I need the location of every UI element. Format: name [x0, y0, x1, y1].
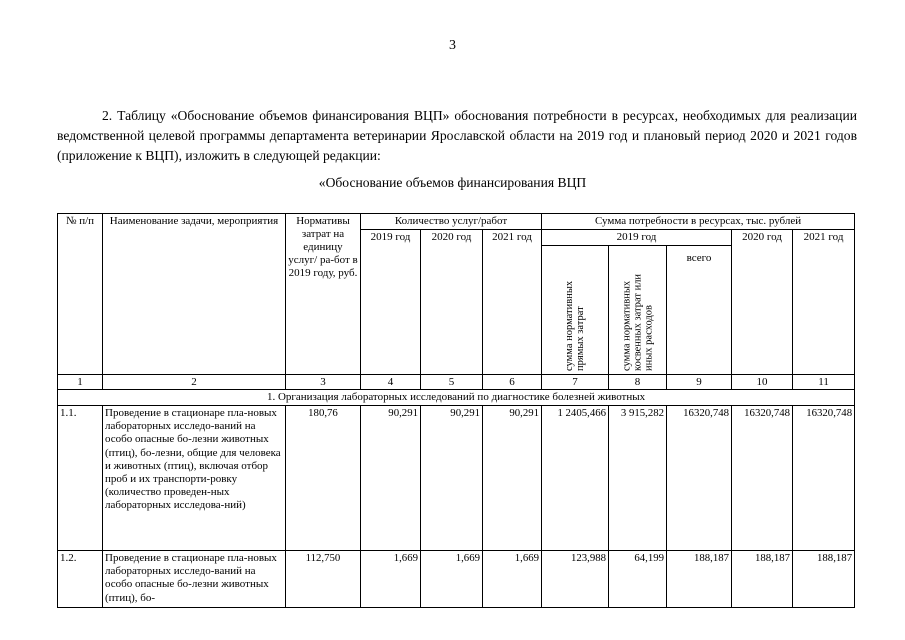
row-sum-2020: 16320,748: [732, 406, 793, 551]
section-row: [58, 390, 855, 406]
row-indirect: 3 915,282: [609, 406, 667, 551]
column-number: 3: [286, 375, 361, 390]
row-sum-2021: 188,187: [793, 551, 855, 608]
header-sum-direct: сумма нормативных прямых затрат: [564, 280, 587, 371]
header-qty-2019: 2019 год: [361, 230, 421, 375]
header-sum-2020: 2020 год: [732, 230, 793, 375]
intro-paragraph: 2. Таблицу «Обоснование объемов финансирования ВЦП» обоснования потребности в ресурсах, необходимых для реализации ведомственной целевой программы департамента ветеринарии Ярославской области на 2019 год и плановый период 2020 и 2021 годов (приложение к ВЦП), изложить в следующей редакции:: [57, 108, 857, 163]
financing-table: [57, 213, 855, 608]
column-number: 9: [667, 375, 732, 390]
header-sum-indirect: сумма нормативных косвенных затрат или иных расходов: [621, 273, 655, 371]
header-sum-indirect-cell: [609, 246, 667, 375]
row-qty-2020: 1,669: [421, 551, 483, 608]
column-number: 11: [793, 375, 855, 390]
header-norm: Нормативы затрат на единицу услуг/ ра-бот в 2019 году, руб.: [286, 214, 361, 375]
header-qty-2020: 2020 год: [421, 230, 483, 375]
header-qty-2021: 2021 год: [483, 230, 542, 375]
column-number-row: [58, 375, 855, 390]
header-qty-group: Количество услуг/работ: [361, 214, 542, 230]
row-qty-2019: 90,291: [361, 406, 421, 551]
header-name: Наименование задачи, мероприятия: [103, 214, 286, 375]
header-num: № п/п: [58, 214, 103, 375]
row-total: 188,187: [667, 551, 732, 608]
row-num: 1.2.: [58, 551, 103, 608]
header-sum-2019-group: 2019 год: [542, 230, 732, 246]
row-qty-2019: 1,669: [361, 551, 421, 608]
row-norm: 180,76: [286, 406, 361, 551]
column-number: 2: [103, 375, 286, 390]
row-sum-2020: 188,187: [732, 551, 793, 608]
row-name: Проведение в стационаре пла-новых лабораторных исследо-ваний на особо опасные бо-лезни животных (птиц), бо-: [103, 551, 286, 608]
row-direct: 123,988: [542, 551, 609, 608]
header-sum-group: Сумма потребности в ресурсах, тыс. рублей: [542, 214, 855, 230]
header-sum-total: всего: [667, 246, 732, 375]
column-number: 7: [542, 375, 609, 390]
row-qty-2021: 90,291: [483, 406, 542, 551]
row-norm: 112,750: [286, 551, 361, 608]
section-title: 1. Организация лабораторных исследований по диагностике болезней животных: [58, 390, 855, 406]
column-number: 8: [609, 375, 667, 390]
column-number: 10: [732, 375, 793, 390]
column-number: 6: [483, 375, 542, 390]
row-total: 16320,748: [667, 406, 732, 551]
column-number: 4: [361, 375, 421, 390]
row-direct: 1 2405,466: [542, 406, 609, 551]
header-sum-2021: 2021 год: [793, 230, 855, 375]
column-number: 5: [421, 375, 483, 390]
table-row: [58, 406, 855, 551]
row-sum-2021: 16320,748: [793, 406, 855, 551]
page-number: 3: [449, 38, 456, 53]
row-indirect: 64,199: [609, 551, 667, 608]
table-row: [58, 551, 855, 608]
column-number: 1: [58, 375, 103, 390]
row-qty-2021: 1,669: [483, 551, 542, 608]
row-name: Проведение в стационаре пла-новых лабораторных исследо-ваний на особо опасные бо-лезни животных (птиц), бо-лезни, общие для человека и животных (птиц), включая отбор проб и их транспорти-ровку (количество проведен-ных лабораторных исследова-ний): [103, 406, 286, 551]
row-qty-2020: 90,291: [421, 406, 483, 551]
table-caption: «Обоснование объемов финансирования ВЦП: [318, 175, 587, 190]
header-sum-direct-cell: [542, 246, 609, 375]
row-num: 1.1.: [58, 406, 103, 551]
